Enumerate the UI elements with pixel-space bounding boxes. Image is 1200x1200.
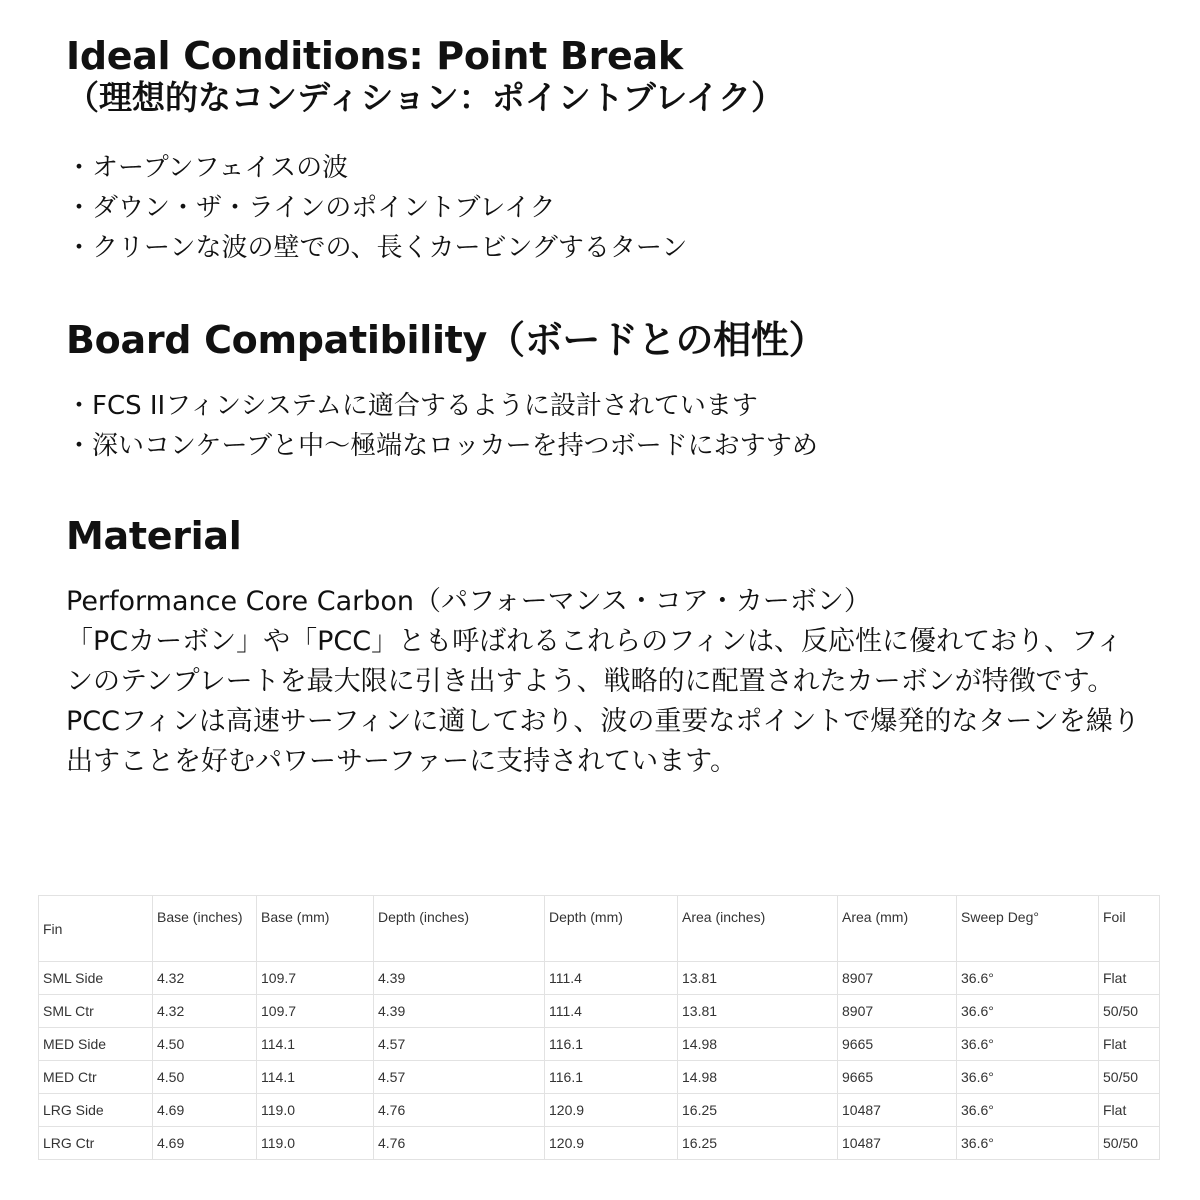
- table-cell: 36.6°: [957, 1094, 1099, 1127]
- table-cell: 4.39: [374, 962, 545, 995]
- table-cell: 116.1: [545, 1028, 678, 1061]
- column-header: Fin: [39, 896, 153, 962]
- column-header: Area (inches): [678, 896, 838, 962]
- table-cell: 4.76: [374, 1127, 545, 1160]
- table-cell: 50/50: [1099, 995, 1160, 1028]
- table-cell: 36.6°: [957, 1061, 1099, 1094]
- table-row: [39, 1061, 1160, 1094]
- fin-spec-table: [38, 895, 1160, 1160]
- column-header: Depth (inches): [374, 896, 545, 962]
- table-cell: 119.0: [257, 1094, 374, 1127]
- table-cell: 16.25: [678, 1094, 838, 1127]
- table-cell: 50/50: [1099, 1061, 1160, 1094]
- table-cell: 13.81: [678, 995, 838, 1028]
- table-cell: 120.9: [545, 1094, 678, 1127]
- ideal-conditions-item: ・ダウン・ザ・ラインのポイントブレイク: [66, 193, 556, 223]
- table-cell: 119.0: [257, 1127, 374, 1160]
- table-cell: Flat: [1099, 1094, 1160, 1127]
- table-cell: SML Ctr: [39, 995, 153, 1028]
- table-cell: 4.32: [153, 962, 257, 995]
- table-cell: 10487: [838, 1127, 957, 1160]
- table-cell: MED Ctr: [39, 1061, 153, 1094]
- table-cell: 9665: [838, 1028, 957, 1061]
- table-row: [39, 995, 1160, 1028]
- ideal-conditions-title: Ideal Conditions: Point Break: [66, 34, 683, 78]
- column-header: Base (mm): [257, 896, 374, 962]
- table-cell: 4.57: [374, 1028, 545, 1061]
- table-cell: 114.1: [257, 1061, 374, 1094]
- material-paragraph: PCCフィンは高速サーフィンに適しており、波の重要なポイントで爆発的なターンを繰り出すことを好むパワーサーファーに支持されています。: [66, 706, 1140, 777]
- table-cell: 114.1: [257, 1028, 374, 1061]
- ideal-conditions-item: ・オープンフェイスの波: [66, 153, 349, 183]
- table-cell: 4.57: [374, 1061, 545, 1094]
- table-cell: SML Side: [39, 962, 153, 995]
- column-header: Sweep Deg°: [957, 896, 1099, 962]
- table-cell: 36.6°: [957, 1028, 1099, 1061]
- board-compatibility-item: ・深いコンケーブと中〜極端なロッカーを持つボードにおすすめ: [66, 431, 818, 461]
- table-cell: 36.6°: [957, 995, 1099, 1028]
- table-cell: 8907: [838, 995, 957, 1028]
- table-cell: 4.69: [153, 1094, 257, 1127]
- ideal-conditions-item: ・クリーンな波の壁での、長くカービングするターン: [66, 233, 688, 263]
- table-row: [39, 1127, 1160, 1160]
- table-cell: 4.32: [153, 995, 257, 1028]
- table-row: [39, 962, 1160, 995]
- table-cell: 4.39: [374, 995, 545, 1028]
- table-cell: 13.81: [678, 962, 838, 995]
- material-name: Performance Core Carbon（パフォーマンス・コア・カーボン）: [66, 586, 871, 617]
- table-cell: 111.4: [545, 995, 678, 1028]
- table-cell: Flat: [1099, 962, 1160, 995]
- table-cell: 36.6°: [957, 1127, 1099, 1160]
- material-paragraph: 「PCカーボン」や「PCC」とも呼ばれるこれらのフィンは、反応性に優れており、フィンのテンプレートを最大限に引き出すよう、戦略的に配置されたカーボンが特徴です。: [66, 626, 1123, 697]
- table-cell: 14.98: [678, 1061, 838, 1094]
- table-cell: MED Side: [39, 1028, 153, 1061]
- table-header-row: [39, 896, 1160, 962]
- table-cell: 116.1: [545, 1061, 678, 1094]
- table-cell: 109.7: [257, 995, 374, 1028]
- table-cell: 111.4: [545, 962, 678, 995]
- ideal-conditions-subtitle: （理想的なコンディション：ポイントブレイク）: [66, 78, 785, 117]
- table-cell: 14.98: [678, 1028, 838, 1061]
- table-cell: 36.6°: [957, 962, 1099, 995]
- board-compatibility-item: ・FCS IIフィンシステムに適合するように設計されています: [66, 391, 758, 421]
- table-cell: 16.25: [678, 1127, 838, 1160]
- table-cell: 4.69: [153, 1127, 257, 1160]
- ideal-conditions-list: [66, 148, 687, 268]
- board-compatibility-list: [66, 386, 818, 466]
- board-compatibility-title: Board Compatibility（ボードとの相性）: [66, 318, 827, 362]
- material-title: Material: [66, 514, 242, 558]
- column-header: Base (inches): [153, 896, 257, 962]
- table-cell: 50/50: [1099, 1127, 1160, 1160]
- table-cell: LRG Ctr: [39, 1127, 153, 1160]
- table-cell: 9665: [838, 1061, 957, 1094]
- column-header: Area (mm): [838, 896, 957, 962]
- column-header: Depth (mm): [545, 896, 678, 962]
- column-header: Foil: [1099, 896, 1160, 962]
- table-row: [39, 1028, 1160, 1061]
- table-cell: 4.76: [374, 1094, 545, 1127]
- table-cell: 4.50: [153, 1028, 257, 1061]
- table-cell: 8907: [838, 962, 957, 995]
- table-cell: 120.9: [545, 1127, 678, 1160]
- table-cell: LRG Side: [39, 1094, 153, 1127]
- table-cell: 10487: [838, 1094, 957, 1127]
- table-cell: Flat: [1099, 1028, 1160, 1061]
- material-description: [66, 582, 1146, 782]
- table-cell: 109.7: [257, 962, 374, 995]
- table-row: [39, 1094, 1160, 1127]
- table-cell: 4.50: [153, 1061, 257, 1094]
